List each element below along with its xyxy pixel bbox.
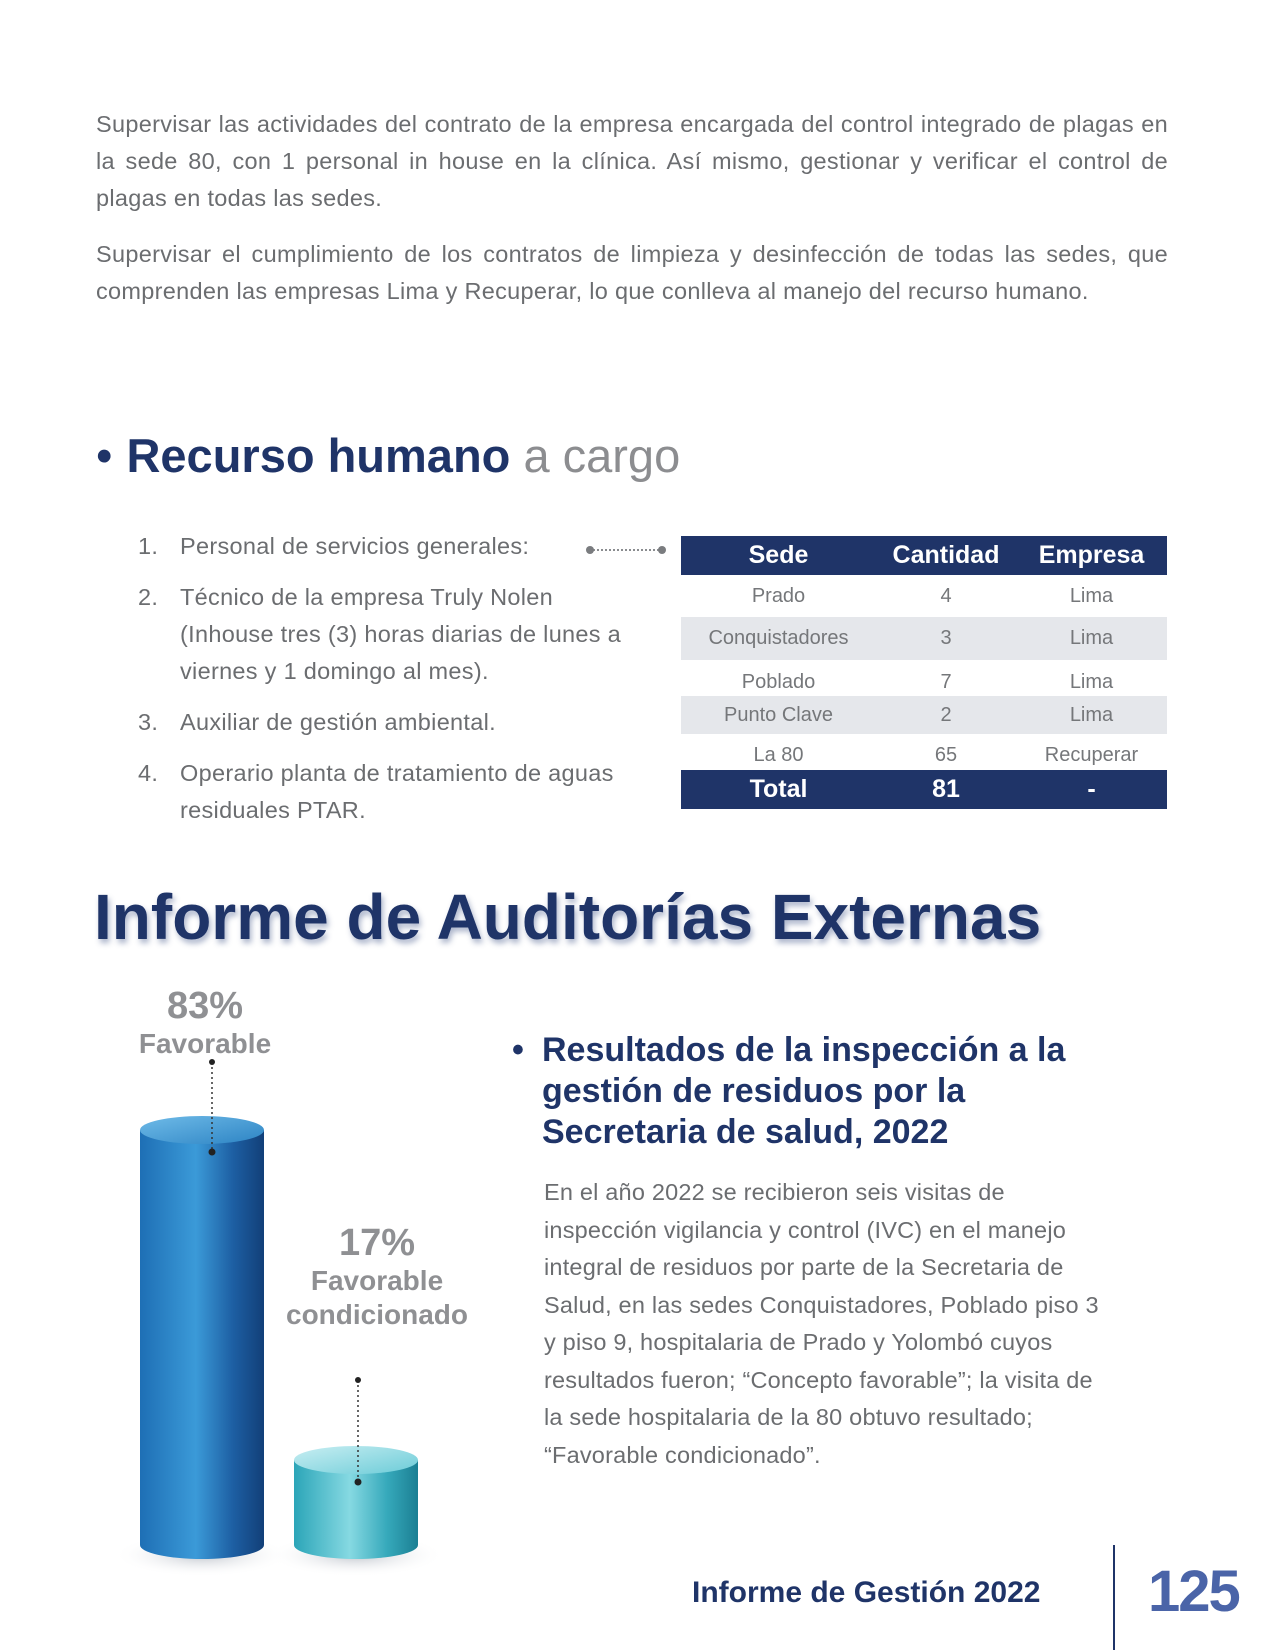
percent-favorable: 83% xyxy=(166,985,244,1027)
results-paragraph: En el año 2022 se recibieron seis visitas de inspección vigilancia y control (IVC) en el manejo integral de residuos por parte de la Secretaria de Salud, en las sedes Conquistadores, Poblado piso 3 y piso 9, hospitalaria de Prado y Yolombó cuyos resultados fueron; “Concepto favorable”; la visita de la sede hospitalaria de la 80 obtuvo resultado; “Favorable condicionado”. xyxy=(544,1179,1099,1468)
table-cell: 3 xyxy=(940,627,952,649)
table-cell: La 80 xyxy=(753,743,804,766)
page-number: 125 xyxy=(1148,1559,1239,1624)
heading-bullet: • xyxy=(96,429,113,482)
leader-dot xyxy=(355,1479,362,1486)
table-cell: Punto Clave xyxy=(724,703,833,726)
leader-dot xyxy=(209,1149,216,1156)
table-cell: 2 xyxy=(940,703,952,726)
footer-title: Informe de Gestión 2022 xyxy=(692,1576,1041,1609)
label-favorable-condicionado xyxy=(262,1222,492,1332)
table-cell: Lima xyxy=(1069,584,1114,607)
table-cell: Poblado xyxy=(741,670,816,693)
table-cell: 7 xyxy=(940,670,952,693)
total-cell: 81 xyxy=(932,775,960,803)
list-number: 4. xyxy=(138,760,159,786)
bar-favorable-condicionado xyxy=(294,1460,418,1559)
list-number: 3. xyxy=(138,709,159,735)
header-cell: Empresa xyxy=(1038,541,1145,569)
list-text: Operario planta de tratamiento de aguas residuales PTAR. xyxy=(180,760,614,823)
intro-paragraph-1: Supervisar las actividades del contrato de la empresa encargada del control integrado de plagas en la sede 80, con 1 personal in house en la clínica. Así mismo, gestionar y verificar el control de plagas en todas las sedes. xyxy=(96,111,1168,211)
table-cell: Recuperar xyxy=(1044,743,1139,766)
label-favorable xyxy=(110,985,300,1061)
total-cell: Total xyxy=(749,775,808,803)
list-text: Técnico de la empresa Truly Nolen (Inhouse tres (3) horas diarias de lunes a viernes y 1 domingo al mes). xyxy=(180,584,622,684)
table-cell: Prado xyxy=(751,584,806,607)
table-cell: 65 xyxy=(934,743,958,766)
table-cell: Conquistadores xyxy=(708,627,849,649)
list-text: Personal de servicios generales: xyxy=(180,533,530,559)
table-cell: Lima xyxy=(1069,627,1114,649)
list-text: Auxiliar de gestión ambiental. xyxy=(180,709,496,735)
list-number: 1. xyxy=(138,533,159,559)
bar-top xyxy=(294,1446,418,1474)
header-cell: Cantidad xyxy=(892,541,1000,569)
heading-strong: Recurso humano xyxy=(126,429,511,482)
table-cell: Lima xyxy=(1069,703,1114,726)
percent-condicionado: 17% xyxy=(338,1222,416,1264)
results-heading-text: Resultados de la inspección a la gestión de residuos por la Secretaria de salud, 2022 xyxy=(542,1031,1066,1151)
footer-divider xyxy=(1113,1545,1115,1650)
header-cell: Sede xyxy=(748,541,809,569)
category-condicionado-line2: condicionado xyxy=(286,1299,468,1330)
list-number: 2. xyxy=(138,584,159,610)
category-favorable: Favorable xyxy=(138,1028,272,1059)
results-heading xyxy=(512,1030,1132,1153)
heading-light: a cargo xyxy=(523,429,681,482)
category-condicionado-line1: Favorable xyxy=(310,1265,444,1296)
leader-dot xyxy=(355,1377,361,1383)
total-cell: - xyxy=(1087,775,1096,803)
intro-paragraph-2: Supervisar el cumplimiento de los contratos de limpieza y desinfección de todas las sedes, que comprenden las empresas Lima y Recuperar, lo que conlleva al manejo del recurso humano. xyxy=(96,241,1168,304)
bar-favorable xyxy=(140,1130,264,1559)
table-cell: Lima xyxy=(1069,670,1114,693)
bar-top xyxy=(140,1116,264,1144)
audits-heading: Informe de Auditorías Externas xyxy=(94,881,1042,953)
table-cell: 4 xyxy=(940,584,952,607)
results-bullet: • xyxy=(512,1031,524,1069)
